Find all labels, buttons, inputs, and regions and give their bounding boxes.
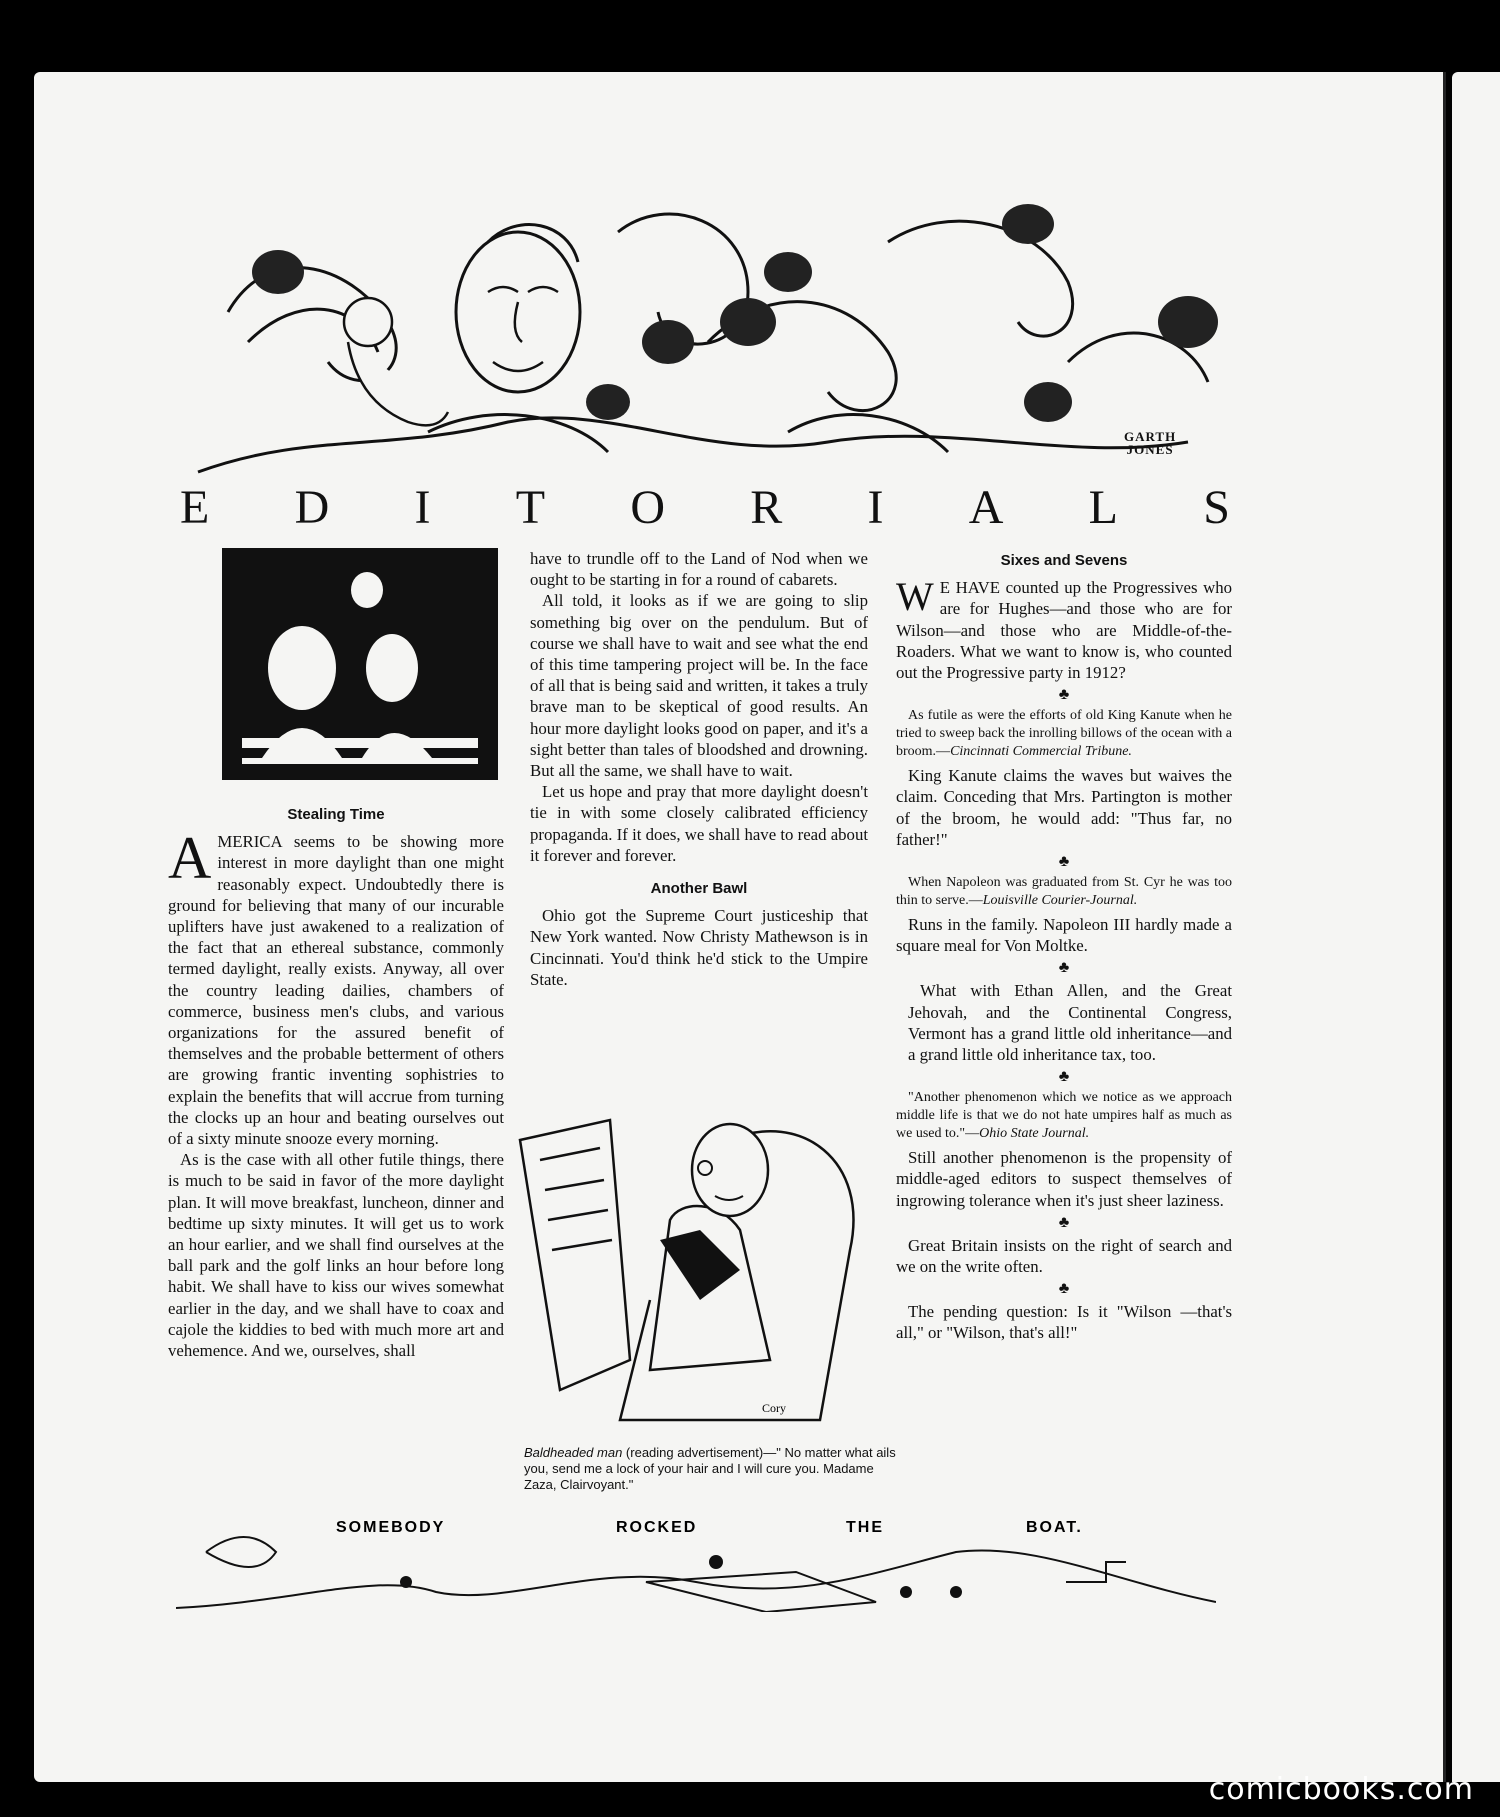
bottom-comic-strip — [176, 1512, 1216, 1612]
column-3 — [896, 546, 1232, 1344]
article-paragraph: The pending question: Is it "Wilson —that's all," or "Wilson, that's all!" — [896, 1302, 1232, 1343]
strip-word: SOMEBODY — [336, 1519, 446, 1536]
heading-another-bawl: Another Bawl — [650, 880, 748, 898]
masthead-editorials: E D I T O R I A L S — [180, 481, 1230, 534]
article-paragraph: All told, it looks as if we are going to slip something big over on the pendulum. But of course we shall have to wait and see what the end of this time tampering project will be. In the face of all that is being said and written, it takes a truly brave man to be skeptical of good results. An hour more daylight looks good on paper, and it's a sight better than tales of bloodshed and drowning. But all the same, we shall have to wait. — [530, 591, 868, 781]
article-paragraph: Let us hope and pray that more daylight doesn't tie in with some closely calibrated efficiency propaganda. If it does, we shall have to read about it forever and forever. — [530, 782, 868, 865]
club-ornament: ♣ — [1058, 686, 1070, 704]
next-page-edge — [1452, 72, 1500, 1782]
quoted-item: "Another phenomenon which we notice as we approach middle life is that we do not hate umpires half as much as we used to."—Ohio State Journal. — [896, 1090, 1232, 1142]
baldheaded-man-illustration — [500, 1100, 872, 1430]
quoted-item: As futile as were the efforts of old King Kanute when he tried to sweep back the inrolling billows of the ocean with a broom.—Cincinnati Commercial Tribune. — [896, 708, 1232, 760]
strip-word: THE — [846, 1519, 884, 1536]
artist-signature: GARTH JONES — [1124, 429, 1177, 457]
site-watermark: comicbooks.com — [1208, 1772, 1474, 1807]
heading-sixes-and-sevens: Sixes and Sevens — [1000, 552, 1128, 569]
article-paragraph: Runs in the family. Napoleon III hardly made a square meal for Von Moltke. — [896, 915, 1232, 956]
theatre-box-illustration — [222, 548, 498, 780]
illustration-signature: Cory — [762, 1401, 786, 1415]
page-gutter — [1443, 72, 1446, 1782]
drop-cap: A — [168, 825, 212, 892]
article-paragraph: King Kanute claims the waves but waives the claim. Conceding that Mrs. Partington is mother of the broom, he would add: "Thus far, no father!" — [896, 766, 1232, 849]
article-paragraph: Great Britain insists on the right of search and we on the write often. — [896, 1235, 1232, 1277]
article-paragraph: W E HAVE counted up the Progressives who are for Hughes—and those who are for Wilson—and those who are Middle-of-the-Roaders. What we want to know is, who counted out the Progressive party in 1912? — [896, 574, 1232, 683]
column-1 — [168, 800, 504, 1361]
header-illustration — [188, 202, 1228, 490]
article-paragraph: have to trundle off to the Land of Nod when we ought to be starting in for a round of cabarets. — [530, 549, 868, 590]
article-paragraph: AMERICA seems to be showing more interest in more daylight than one might reasonably expect. Undoubtedly there is ground for believing that many of our incurable uplifters have just awakened to a realization of the fact that an ethereal substance, commonly termed daylight, really exists. Anyway, all over the country leading dailies, chambers of commerce, business men's clubs, and various organizations for the assured benefit of themselves and the probable betterment of others are growing frantic inventing sophistries to explain the benefits that will accrue from turning the clocks up an hour and beating ourselves out of a sixty minute snooze every morning. — [168, 825, 504, 1149]
column-2 — [530, 548, 868, 990]
club-ornament: ♣ — [1058, 959, 1070, 977]
drop-cap: W — [896, 574, 934, 620]
article-paragraph: Ohio got the Supreme Court justiceship that New York wanted. Now Christy Mathewson is in Cincinnati. You'd think he'd stick to the Umpire State. — [530, 906, 868, 989]
article-paragraph: Still another phenomenon is the propensity of middle-aged editors to suspect themselves of ingrowing tolerance when it's just sheer laziness. — [896, 1148, 1232, 1210]
club-ornament: ♣ — [1058, 853, 1070, 871]
heading-stealing-time: Stealing Time — [287, 806, 385, 823]
club-ornament: ♣ — [1058, 1213, 1070, 1231]
illustration-caption: Baldheaded man (reading advertisement)—" No matter what ails you, send me a lock of your hair and I will cure you. Madame Zaza, Clairvoyant." — [524, 1445, 896, 1492]
strip-word: ROCKED — [616, 1519, 698, 1536]
club-ornament: ♣ — [1058, 1280, 1070, 1298]
article-paragraph: What with Ethan Allen, and the Great Jehovah, and the Continental Congress, Vermont has a grand little old inheritance—and a grand little old inheritance tax, too. — [908, 981, 1232, 1065]
quoted-item: When Napoleon was graduated from St. Cyr he was too thin to serve.—Louisville Courier-Journal. — [896, 875, 1232, 909]
club-ornament: ♣ — [1058, 1068, 1070, 1086]
strip-word: BOAT. — [1026, 1519, 1083, 1536]
article-paragraph: As is the case with all other futile things, there is much to be said in favor of the more daylight plan. It will move breakfast, luncheon, dinner and bedtime up sixty minutes. It will get us to work an hour earlier, and we shall find ourselves at the ball park and the golf links an hour before long habit. We shall have to kiss our wives somewhat earlier in the day, and we shall have to coax and cajole the kiddies to bed with much more art and vehemence. And we, ourselves, shall — [168, 1150, 504, 1361]
